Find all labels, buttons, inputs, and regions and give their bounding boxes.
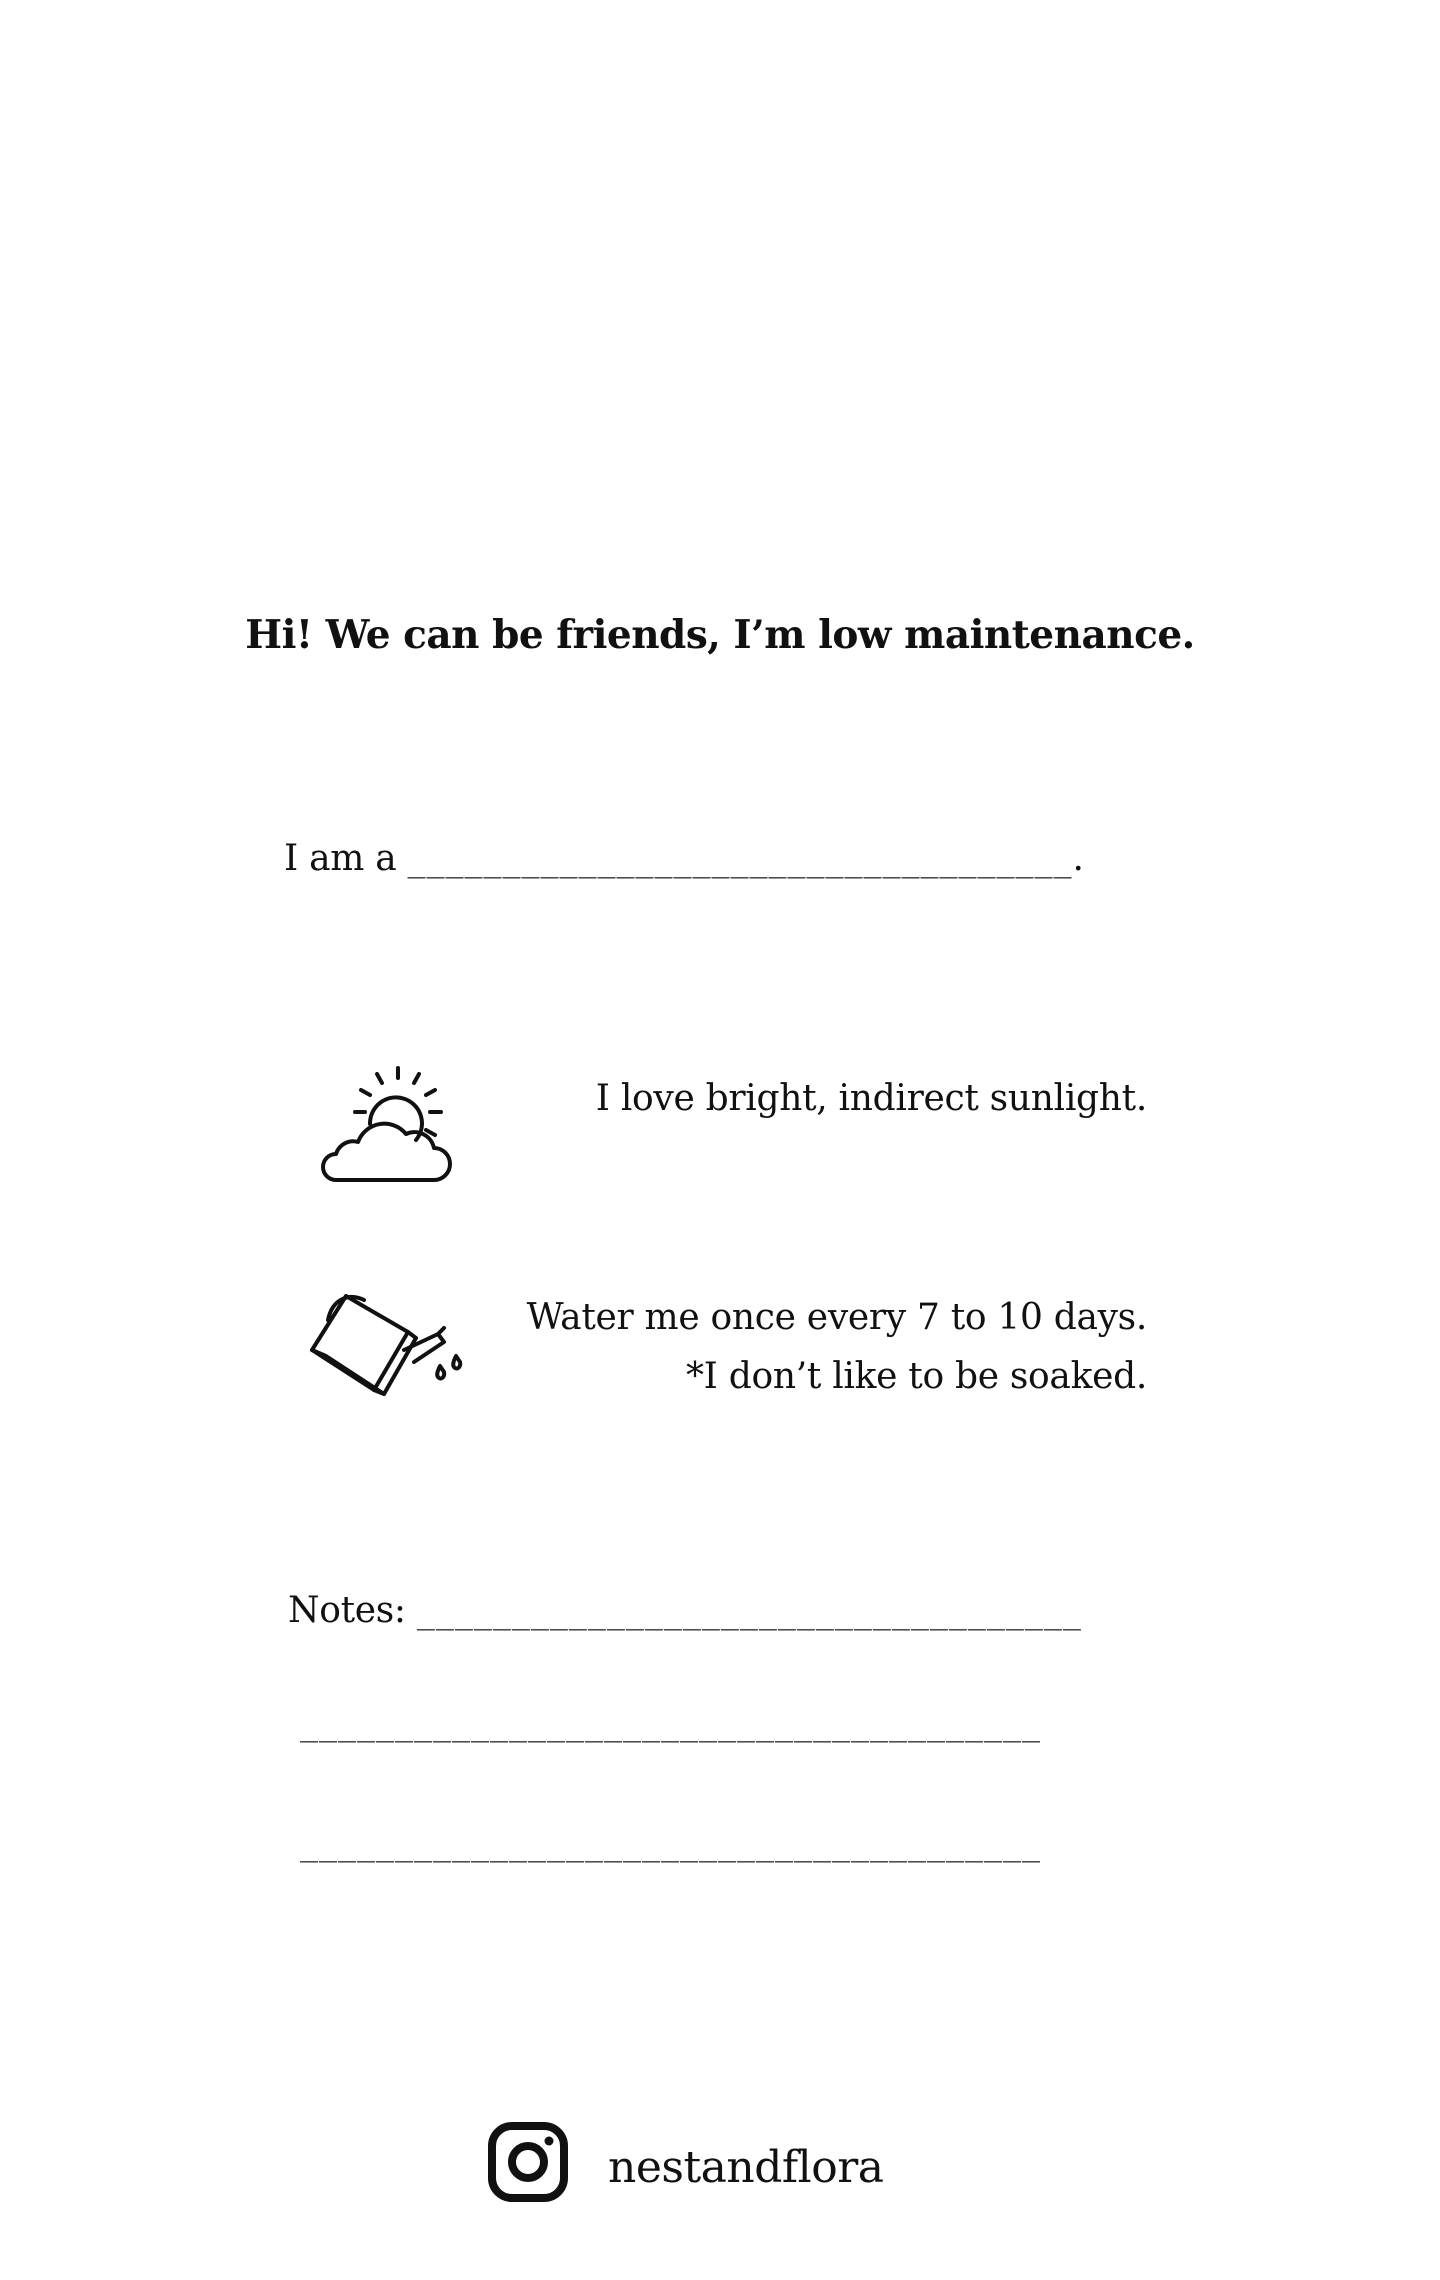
plant-name-blank: ___________________________________ [407, 838, 1073, 879]
plant-name-line [284, 838, 1084, 879]
watering-can-icon [308, 1290, 478, 1408]
notes-blank-2: _______________________________________ [300, 1702, 1041, 1743]
plant-name-suffix: . [1072, 838, 1084, 879]
light-requirement: I love bright, indirect sunlight. [595, 1078, 1147, 1119]
instagram-icon [486, 2120, 570, 2204]
notes-blank-1: ___________________________________ [416, 1590, 1082, 1631]
headline: Hi! We can be friends, I’m low maintenance. [245, 612, 1195, 658]
plant-name-prefix: I am a [284, 838, 408, 879]
notes-blank-3: _______________________________________ [300, 1822, 1041, 1863]
instagram-handle[interactable]: nestandflora [608, 2142, 884, 2193]
notes-label: Notes: [288, 1590, 417, 1631]
watering-frequency: Water me once every 7 to 10 days. [526, 1297, 1147, 1338]
watering-note: *I don’t like to be soaked. [685, 1356, 1147, 1397]
sun-cloud-icon [308, 1062, 458, 1192]
notes-line-1 [288, 1590, 1082, 1631]
